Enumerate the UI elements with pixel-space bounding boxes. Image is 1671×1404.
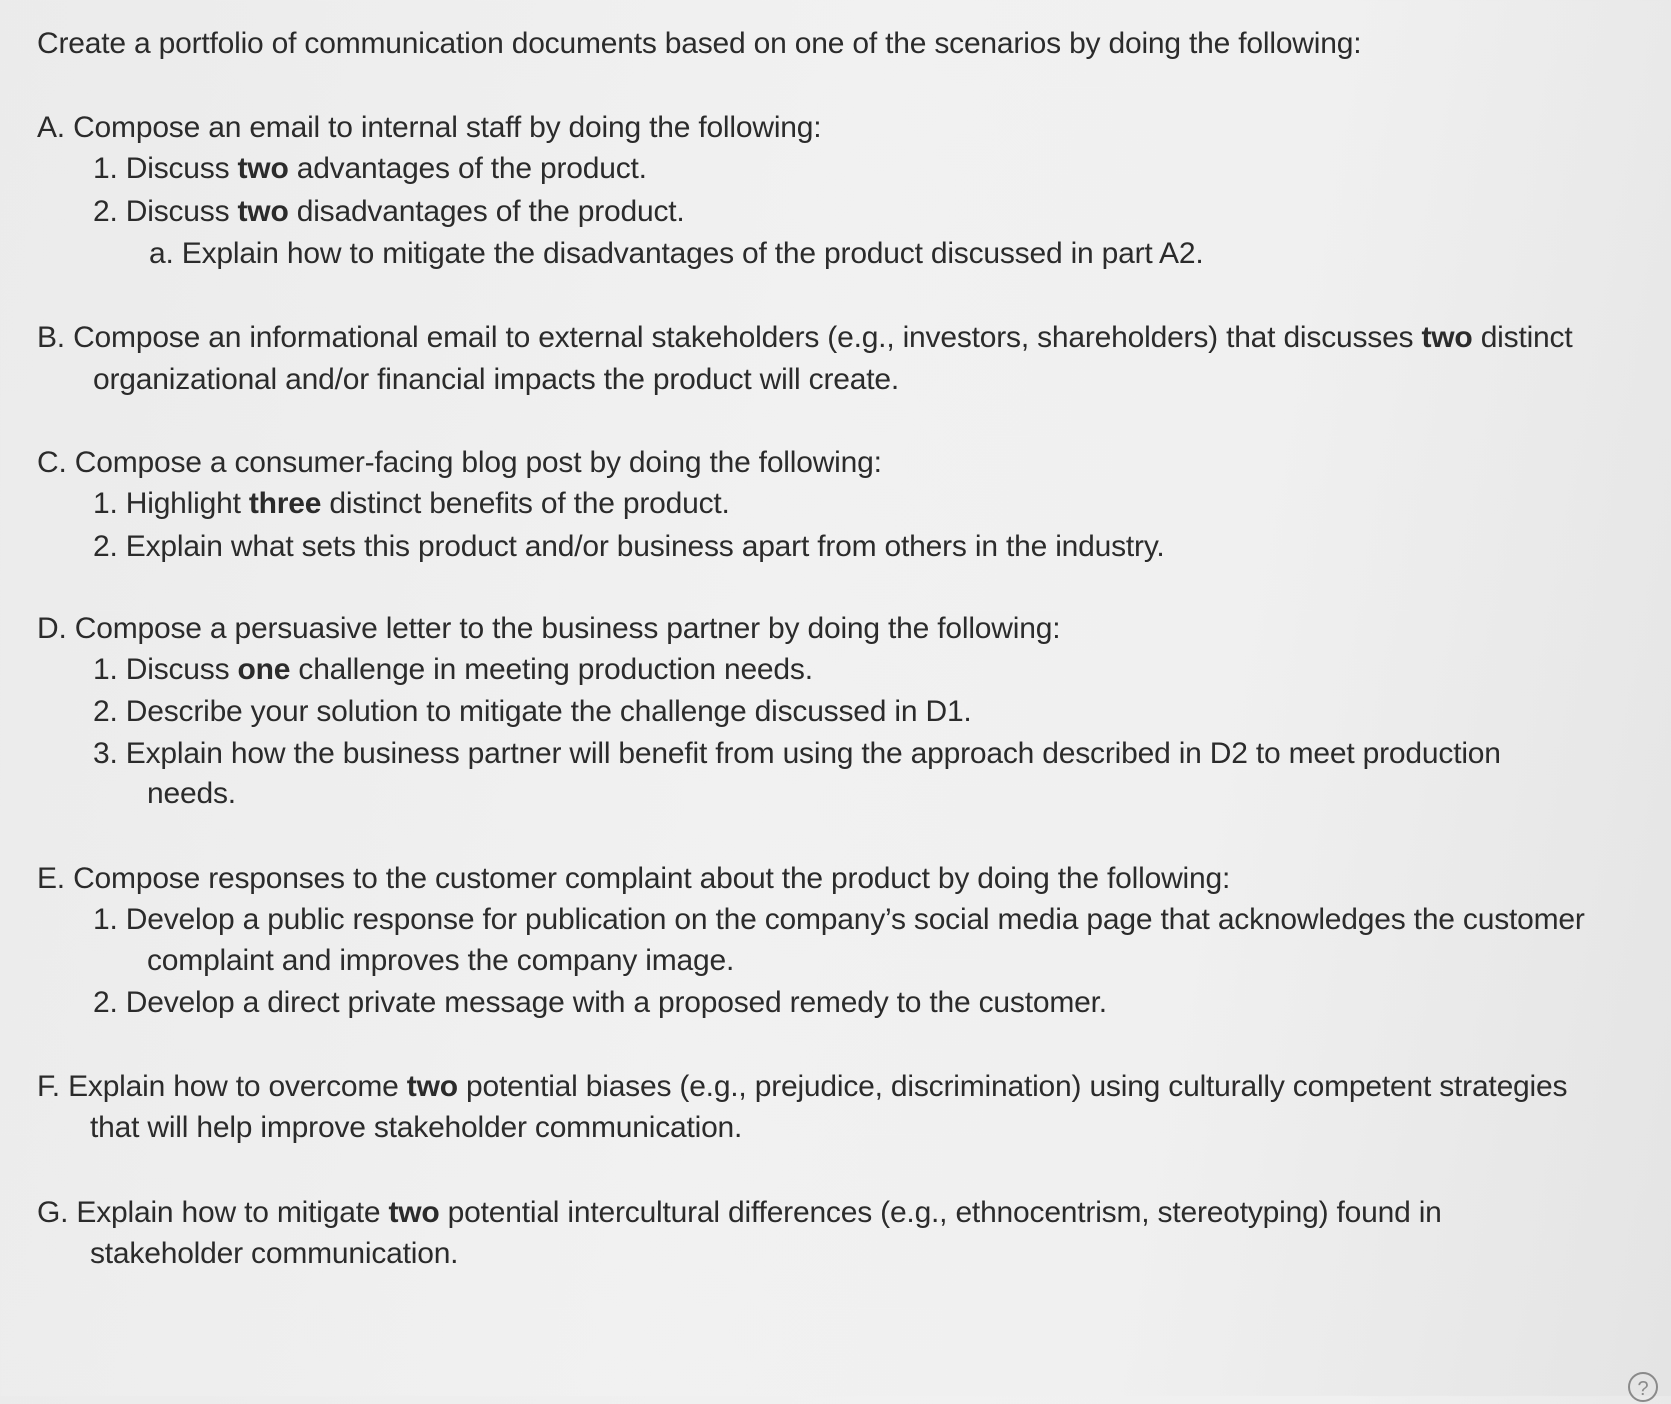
emphasis: three: [248, 487, 322, 520]
section-c-heading: [37, 445, 882, 481]
section-a-item-2: [93, 194, 685, 230]
item-text: distinct benefits of the product.: [321, 487, 730, 520]
section-c-text: Compose a consumer-facing blog post by doing the following:: [74, 446, 882, 479]
item-text: Highlight: [125, 487, 249, 520]
list-marker: 2.: [93, 695, 118, 728]
section-e-text: Compose responses to the customer complaint about the product by doing the following:: [73, 862, 1231, 895]
item-text: Explain how the business partner will benefit from using the approach described in D2 to meet production: [125, 737, 1501, 770]
emphasis: two: [237, 195, 289, 228]
section-e-item-2: [93, 985, 1107, 1021]
section-f-heading: [37, 1069, 1567, 1105]
section-g-text: potential intercultural differences (e.g., ethnocentrism, stereotyping) found in: [439, 1196, 1442, 1229]
section-a-marker: A.: [37, 111, 65, 144]
intro-text: Create a portfolio of communication documents based on one of the scenarios by doing the following:: [37, 27, 1362, 60]
item-text: disadvantages of the product.: [288, 195, 685, 228]
item-text: challenge in meeting production needs.: [290, 653, 813, 686]
item-text: Discuss: [125, 152, 238, 185]
section-d-item-1: [93, 652, 813, 688]
section-a-heading: [37, 110, 821, 146]
emphasis: two: [237, 152, 289, 185]
section-e-heading: [37, 861, 1230, 897]
section-g-text: Explain how to mitigate: [76, 1196, 389, 1229]
item-text: Discuss: [125, 195, 238, 228]
list-marker: 1.: [93, 487, 118, 520]
item-text: advantages of the product.: [288, 152, 647, 185]
section-b-marker: B.: [37, 321, 65, 354]
section-a-text: Compose an email to internal staff by doing the following:: [73, 111, 822, 144]
list-marker: 2.: [93, 530, 118, 563]
section-b-text: Compose an informational email to external stakeholders (e.g., investors, shareholders) that discusses: [73, 321, 1422, 354]
item-text: Describe your solution to mitigate the challenge discussed in D1.: [125, 695, 972, 728]
list-marker: 1.: [93, 152, 118, 185]
section-g-marker: G.: [37, 1196, 69, 1229]
section-f-continuation: that will help improve stakeholder communication.: [90, 1111, 743, 1144]
emphasis: two: [388, 1196, 440, 1229]
section-g-continuation: stakeholder communication.: [90, 1237, 459, 1270]
section-d-text: Compose a persuasive letter to the business partner by doing the following:: [74, 612, 1061, 645]
help-icon[interactable]: ?: [1628, 1372, 1658, 1402]
section-b-text: distinct: [1472, 321, 1573, 354]
emphasis: two: [406, 1070, 458, 1103]
section-d-item-3: [93, 736, 1501, 772]
item-text: Develop a direct private message with a proposed remedy to the customer.: [125, 986, 1107, 1019]
item-text: Discuss: [125, 653, 238, 686]
section-e-marker: E.: [37, 862, 65, 895]
item-text: Explain how to mitigate the disadvantages of the product discussed in part A2.: [181, 237, 1204, 270]
section-f-text: Explain how to overcome: [68, 1070, 407, 1103]
section-a-item-1: [93, 151, 647, 187]
section-b-heading: [37, 320, 1572, 356]
section-d-marker: D.: [37, 612, 67, 645]
section-f-marker: F.: [37, 1070, 60, 1103]
list-marker: 2.: [93, 986, 118, 1019]
section-b-continuation: organizational and/or financial impacts the product will create.: [93, 363, 899, 396]
section-c-marker: C.: [37, 446, 67, 479]
list-marker: a.: [149, 237, 174, 270]
section-d-item-2: [93, 694, 972, 730]
item-text: Develop a public response for publication on the company’s social media page that acknowledges the customer: [125, 903, 1585, 936]
section-e-item-1-continuation: complaint and improves the company image.: [147, 944, 735, 977]
emphasis: one: [237, 653, 291, 686]
section-c-item-2: [93, 529, 1165, 565]
list-marker: 1.: [93, 653, 118, 686]
section-f-text: potential biases (e.g., prejudice, discrimination) using culturally competent strategies: [457, 1070, 1568, 1103]
item-text: Explain what sets this product and/or business apart from others in the industry.: [125, 530, 1165, 563]
section-a-subitem-a: [149, 236, 1203, 272]
list-marker: 1.: [93, 903, 118, 936]
section-d-item-3-continuation: needs.: [147, 777, 236, 810]
list-marker: 2.: [93, 195, 118, 228]
section-g-heading: [37, 1195, 1442, 1231]
section-d-heading: [37, 611, 1060, 647]
emphasis: two: [1421, 321, 1473, 354]
section-c-item-1: [93, 486, 730, 522]
section-e-item-1: [93, 902, 1585, 938]
list-marker: 3.: [93, 737, 118, 770]
